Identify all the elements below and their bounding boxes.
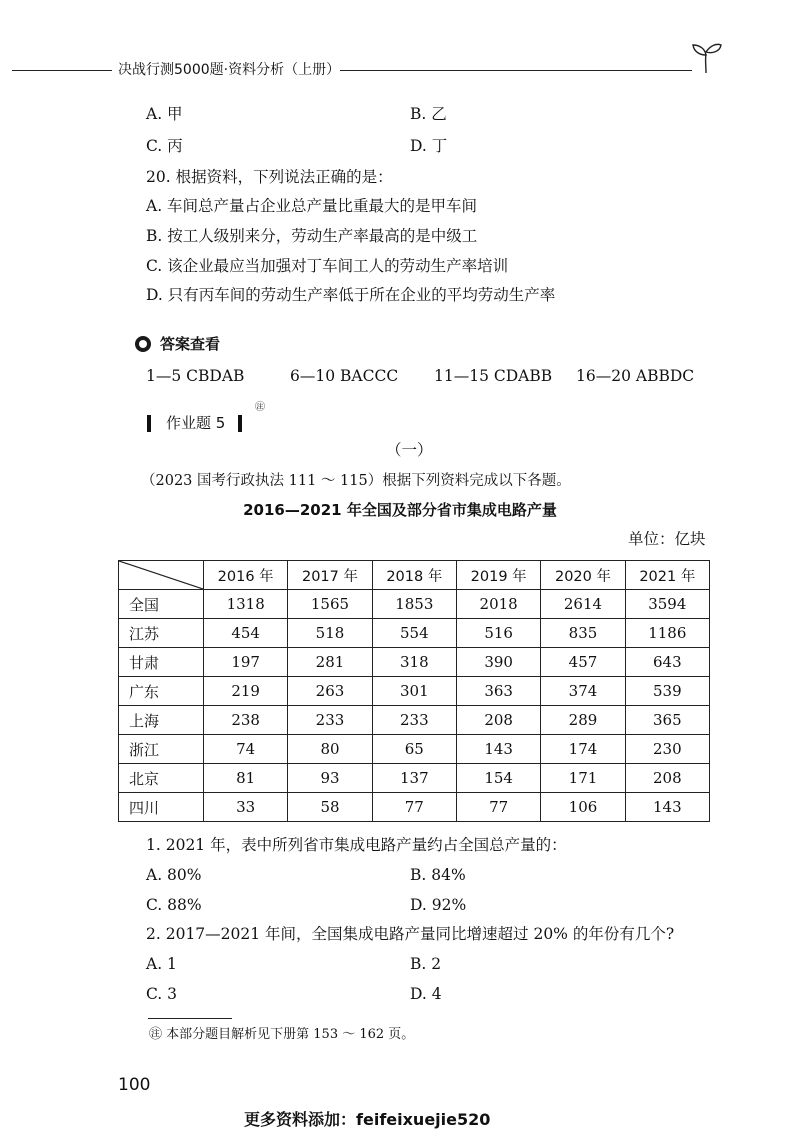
q1-stem: 1. 2021 年，表中所列省市集成电路产量约占全国总产量的：	[146, 836, 567, 854]
row-name: 浙江	[119, 735, 204, 764]
answer-range: 11—15	[434, 367, 489, 385]
section-number: （一）	[386, 441, 433, 459]
q19-option-c: C. 丙	[146, 137, 183, 155]
table-row	[119, 793, 710, 822]
table-cell: 106	[541, 793, 625, 822]
table-cell: 33	[204, 793, 288, 822]
sprout-icon	[688, 40, 724, 74]
column-header: 2017 年	[288, 561, 372, 590]
answer-group-2	[290, 366, 398, 386]
table-cell: 208	[625, 764, 709, 793]
answer-range: 1—5	[146, 367, 182, 385]
table-title: 2016—2021 年全国及部分省市集成电路产量	[243, 501, 557, 519]
table-cell: 233	[288, 706, 372, 735]
page-number: 100	[118, 1075, 151, 1095]
table-cell: 516	[456, 619, 540, 648]
table-cell: 2614	[541, 590, 625, 619]
table-cell: 457	[541, 648, 625, 677]
table-cell: 77	[372, 793, 456, 822]
header-rule-left	[12, 70, 112, 71]
table-cell: 518	[288, 619, 372, 648]
column-header: 2021 年	[625, 561, 709, 590]
table-cell: 58	[288, 793, 372, 822]
row-name: 全国	[119, 590, 204, 619]
table-cell: 1318	[204, 590, 288, 619]
production-table	[118, 560, 710, 822]
answer-circle-icon	[135, 336, 151, 352]
table-unit: 单位：亿块	[628, 530, 706, 548]
answer-keys: CBDAB	[186, 367, 245, 385]
footnote	[149, 1025, 414, 1045]
answer-group-1	[146, 366, 244, 386]
table-cell: 554	[372, 619, 456, 648]
section-bar-left	[147, 415, 151, 432]
table-cell: 137	[372, 764, 456, 793]
footer-note	[244, 1110, 490, 1130]
table-cell: 219	[204, 677, 288, 706]
table-cell: 289	[541, 706, 625, 735]
q20-option-b: B. 按工人级别来分，劳动生产率最高的是中级工	[146, 227, 478, 245]
table-cell: 80	[288, 735, 372, 764]
table-cell: 77	[456, 793, 540, 822]
table-row	[119, 706, 710, 735]
q19-option-b: B. 乙	[410, 105, 447, 123]
table-row	[119, 735, 710, 764]
row-name: 广东	[119, 677, 204, 706]
table-cell: 93	[288, 764, 372, 793]
diagonal-divider	[119, 561, 203, 589]
row-name: 上海	[119, 706, 204, 735]
column-header: 2016 年	[204, 561, 288, 590]
table-cell: 643	[625, 648, 709, 677]
answer-range: 16—20	[576, 367, 631, 385]
table-cell: 233	[372, 706, 456, 735]
q20-option-a: A. 车间总产量占企业总产量比重最大的是甲车间	[146, 197, 478, 215]
table-cell: 1853	[372, 590, 456, 619]
q19-option-a: A. 甲	[146, 105, 183, 123]
answer-keys: CDABB	[493, 367, 553, 385]
column-header: 2019 年	[456, 561, 540, 590]
q2-option-b: B. 2	[410, 955, 442, 973]
row-name: 北京	[119, 764, 204, 793]
column-header: 2020 年	[541, 561, 625, 590]
table-cell: 208	[456, 706, 540, 735]
table-cell: 365	[625, 706, 709, 735]
table-cell: 1186	[625, 619, 709, 648]
table-cell: 835	[541, 619, 625, 648]
q2-stem: 2. 2017—2021 年间，全国集成电路产量同比增速超过 20% 的年份有几个?	[146, 925, 675, 943]
footnote-mark-icon: ㊟	[255, 402, 265, 413]
column-header: 2018 年	[372, 561, 456, 590]
answer-keys: BACCC	[340, 367, 399, 385]
table-cell: 374	[541, 677, 625, 706]
q1-option-b: B. 84%	[410, 866, 466, 884]
answer-keys: ABBDC	[635, 367, 695, 385]
book-title: 决战行测5000题·资料分析（上册）	[118, 62, 341, 78]
footnote-rule	[148, 1018, 232, 1019]
footnote-mark-icon: ㊟	[149, 1027, 163, 1042]
table-cell: 390	[456, 648, 540, 677]
row-name: 甘肃	[119, 648, 204, 677]
answer-heading: 答案查看	[160, 335, 221, 353]
q1-option-c: C. 88%	[146, 896, 202, 914]
q2-option-d: D. 4	[410, 985, 442, 1003]
answer-group-3	[434, 366, 552, 386]
table-cell: 301	[372, 677, 456, 706]
table-cell: 171	[541, 764, 625, 793]
table-cell: 230	[625, 735, 709, 764]
row-name: 江苏	[119, 619, 204, 648]
table-cell: 74	[204, 735, 288, 764]
table-cell: 143	[625, 793, 709, 822]
q2-option-a: A. 1	[146, 955, 177, 973]
table-cell: 1565	[288, 590, 372, 619]
assignment-intro: （2023 国考行政执法 111 ～ 115）根据下列资料完成以下各题。	[141, 473, 571, 489]
assignment-title: 作业题 5	[166, 414, 226, 432]
q1-option-a: A. 80%	[146, 866, 202, 884]
table-cell: 174	[541, 735, 625, 764]
table-cell: 281	[288, 648, 372, 677]
q2-option-c: C. 3	[146, 985, 178, 1003]
q20-stem: 20. 根据资料，下列说法正确的是：	[146, 168, 393, 186]
answer-group-4	[576, 366, 694, 386]
table-row	[119, 590, 710, 619]
table-row	[119, 648, 710, 677]
q1-option-d: D. 92%	[410, 896, 467, 914]
q20-option-c: C. 该企业最应当加强对丁车间工人的劳动生产率培训	[146, 257, 509, 275]
table-row	[119, 619, 710, 648]
row-name: 四川	[119, 793, 204, 822]
footnote-text: 本部分题目解析见下册第 153 ～ 162 页。	[166, 1027, 415, 1042]
table-cell: 154	[456, 764, 540, 793]
table-cell: 2018	[456, 590, 540, 619]
table-cell: 263	[288, 677, 372, 706]
table-cell: 454	[204, 619, 288, 648]
table-cell: 197	[204, 648, 288, 677]
q19-option-d: D. 丁	[410, 137, 448, 155]
table-cell: 3594	[625, 590, 709, 619]
table-cell: 81	[204, 764, 288, 793]
table-cell: 539	[625, 677, 709, 706]
table-cell: 65	[372, 735, 456, 764]
q20-option-d: D. 只有丙车间的劳动生产率低于所在企业的平均劳动生产率	[146, 286, 556, 304]
table-corner-cell	[119, 561, 204, 590]
table-row	[119, 764, 710, 793]
table-header-row	[119, 561, 710, 590]
answer-range: 6—10	[290, 367, 336, 385]
table-cell: 143	[456, 735, 540, 764]
table-cell: 363	[456, 677, 540, 706]
footer-contact: feifeixuejie520	[356, 1110, 491, 1129]
footer-label: 更多资料添加：	[244, 1110, 357, 1129]
table-row	[119, 677, 710, 706]
header-rule-right	[340, 70, 692, 71]
section-bar-right	[238, 415, 242, 432]
table-cell: 238	[204, 706, 288, 735]
table-cell: 318	[372, 648, 456, 677]
